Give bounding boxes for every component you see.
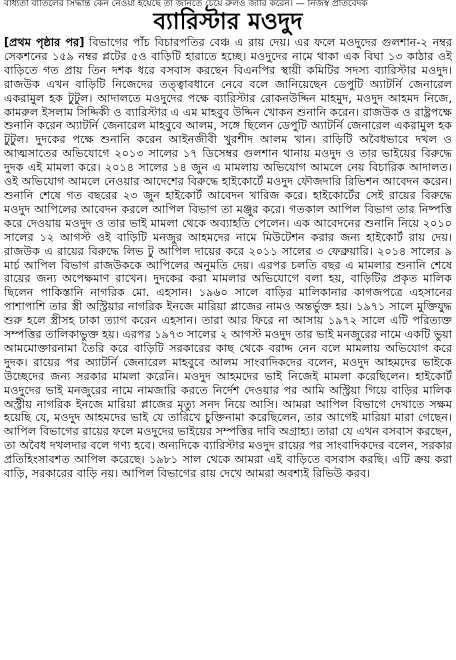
article-headline: ব্যারিস্টার মওদুদ (153, 8, 303, 35)
previous-article-fragment: বাধ্যতা বাতিলের সিদ্ধান্ত কেন নেওয়া হয়েছে তা জানতে চেয়ে রুলও জারি করেন। — নিজস্ব প্রতিবেদক (4, 0, 368, 9)
article-body-text: বিভাগের পাঁচ বিচারপতির বেঞ্চ এ রায় দেয়। এর ফলে মওদুদের গুলশান-২ নম্বর সেকশনের ১৫৯ নম্বর প্লটের ৫ও বাড়িটি হারাতে হচ্ছে। মওদুদের নামে থাকা এক বিঘা ১৩ কাঠার ওই বাড়িতে গত প্রায় তিন দশক ধরে বসবাস করছেন বিএনপির স্থায়ী কমিটির সদস্য ব্যারিস্টার মওদুদ। রাজউক এখন বাড়িটি নিজেদের তত্ত্বাবধানে নেবে বলে জানিয়েছেন ডেপুটি অ্যাটর্নি জেনারেল একরামুল হক টুটুল। আদালতে মওদুদের পক্ষে ব্যারিস্টার রোকনউদ্দিন মাহমুদ, মওদুদ আহমদ নিজে, কামরুল ইসলাম সিদ্দিকী ও ব্যারিস্টার এ এম মাহবুব উদ্দিন খোকন শুনানি করেন। রাজউক ও রাষ্ট্রপক্ষে শুনানি করেন অ্যাটর্নি জেনারেল মাহবুবে আলম, সঙ্গে ছিলেন ডেপুটি অ্যাটর্নি জেনারেল একরামুল হক টুটুল। দুদকের পক্ষে শুনানি করেন আইনজীবী খুরশীদ আলম খান। বাড়িটি অবৈধভাবে দখল ও আত্মসাতের অভিযোগে ২০১৩ সালের ১৭ ডিসেম্বর গুলশান থানায় মওদুদ ও তার ভাইয়ের বিরুদ্ধে দুদক এই মামলা করে। ২০১৪ সালের ১৪ জুন এ মামলায় অভিযোগ আমলে নেয় বিচারিক আদালত। ওই অভিযোগ আমলে নেওয়ার আদেশের বিরুদ্ধে হাইকোর্টে মওদুদ ফৌজদারি রিভিশন আবেদন করেন। শুনানি শেষে গত বছরের ২৩ জুন হাইকোর্ট আবেদন খারিজ করে। হাইকোর্টের সেই রায়ের বিরুদ্ধে মওদুদ আপিলের আবেদন করলে আপিল বিভাগ তা মঞ্জুর করে। গতকাল আপিল বিভাগ তার নিষ্পত্তি করে দেওয়ায় মওদুদ ও তার ভাই মামলা থেকে অব্যাহতি পেলেন। এক আবেদনের শুনানি নিয়ে ২০১০ সালের ১২ আগস্ট ওই বাড়িটি মনজুর আহমদের নামে মিউটেশন করার জন্য হাইকোর্ট রায় দেয়। রাজউক এ রায়ের বিরুদ্ধে লিভ টু আপিল দায়ের করে ২০১১ সালের ৩ ফেব্রুয়ারি। ২০১৪ সালের ৯ মার্চ আপিল বিভাগ রাজউককে আপিলের অনুমতি দেয়। এরপর চলতি বছর এ মামলার শুনানি শেষে রায়ের জন্য অপেক্ষমাণ রাখেন। দুদকের করা মামলার অভিযোগে বলা হয়, বাড়িটির প্রকৃত মালিক ছিলেন পাকিস্তানি নাগরিক মো. এহসান। ১৯৬০ সালে বাড়ির মালিকানার কাগজপত্রে এহসানের পাশাপাশি তার স্ত্রী অস্ট্রিয়ার নাগরিক ইনজে মারিয়া প্লাজের নামও অন্তর্ভুক্ত হয়। ১৯৭১ সালে মুক্তিযুদ্ধ শুরু হলে স্ত্রীসহ ঢাকা ত্যাগ করেন এহসান। তারা আর ফিরে না আসায় ১৯৭২ সালে এটি পরিত্যক্ত সম্পত্তির তালিকাভুক্ত হয়। এরপর ১৯৭৩ সালের ২ আগস্ট মওদুদ তার ভাই মনজুরের নামে একটি ভুয়া আমমোক্তারনামা তৈরি করে বাড়িটি সরকারের কাছ থেকে বরাদ্দ নেন বলে মামলায় অভিযোগ করে দুদক। রায়ের পর অ্যাটর্নি জেনারেল মাহবুবে আলম সাংবাদিকদের বলেন, মওদুদ আহমদের ভাইকে উচ্ছেদের জন্য সরকার মামলা করেনি। মওদুদ আহমদের ভাই নিজেই মামলা করেছিলেন। হাইকোর্ট মওদুদের ভাই মনজুরের নামে নামজারি করতে নির্দেশ দেওয়ার পর আমি অস্ট্রিয়া গিয়ে বাড়ির মালিক অস্ট্রীয় নাগরিক ইনজে মারিয়া প্লাজের মৃত্যু সনদ নিয়ে আসি। আমরা আপিল বিভাগে দেখাতে সক্ষম হয়েছি যে, মওদুদ আহমদের ভাই যে তারিখে চুক্তিনামা করেছিলেন, তার আগেই মারিয়া মারা গেছেন। আপিল বিভাগের রায়ের ফলে মওদুদের ভাইয়ের সম্পত্তির দাবি অগ্রাহ্য। তারা যে এখন বসবাস করছেন, তা অবৈধ দখলদার বলে গণ্য হবে। অন্যদিকে ব্যারিস্টার মওদুদ রায়ের পর সাংবাদিকদের বলেন, সরকার প্রতিহিংসাবশত আপিল করেছে। ১৯৮১ সাল থেকে আমরা এই বাড়িতে বসবাস করছি। এটি ক্রয় করা বাড়ি, সরকারের বাড়ি নয়। আপিল বিভাগের রায় দেখে আমরা অবশ্যই রিভিউ করব। (4, 36, 452, 481)
article-body (4, 36, 452, 658)
continued-from-label: [প্রথম পৃষ্ঠার পর] (4, 36, 85, 49)
